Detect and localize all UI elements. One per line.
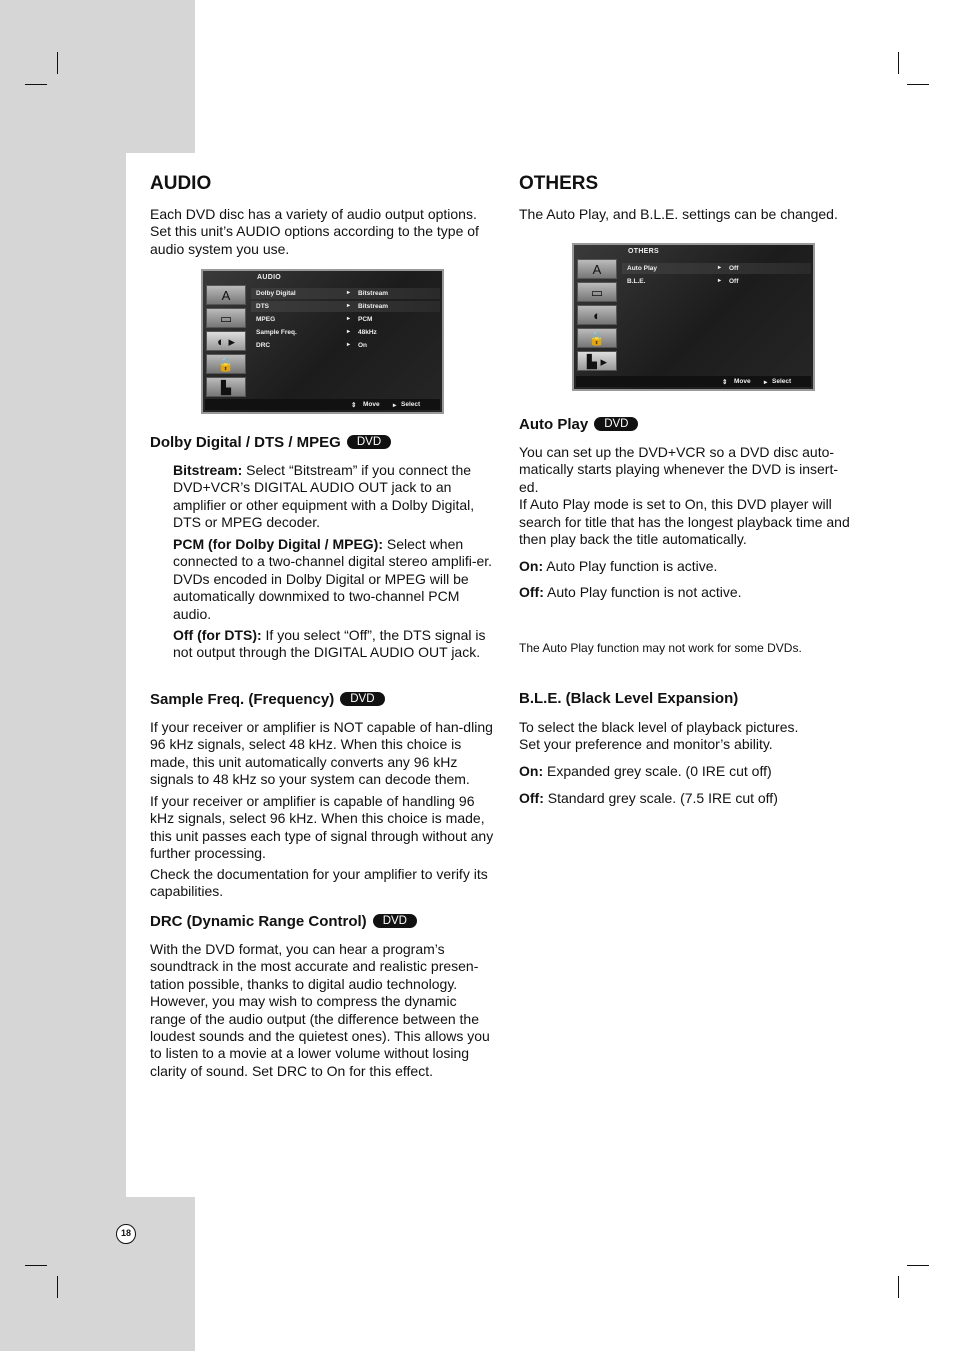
auto-play-note: The Auto Play function may not work for some DVDs. — [519, 641, 802, 655]
ble-off: Off: Standard grey scale. (7.5 IRE cut off) — [519, 790, 778, 806]
osd-tab-lock-icon: 🔒 — [577, 328, 617, 348]
osd-tab-audio-icon: ◐ ▸ — [206, 331, 246, 351]
osd-row: Auto Play ▸ Off — [622, 263, 811, 274]
auto-play-heading: Auto Play DVD — [519, 416, 638, 433]
osd-tab-audio-icon: ◐ — [577, 305, 617, 325]
osd-tab-display-icon: ▭ — [206, 308, 246, 328]
margin-panel-top — [0, 0, 195, 153]
crop-mark — [907, 84, 929, 85]
audio-osd-screenshot — [201, 269, 444, 414]
ble-heading: B.L.E. (Black Level Expansion) — [519, 690, 739, 707]
auto-play-off: Off: Auto Play function is not active. — [519, 584, 742, 600]
off-dts-desc: Off (for DTS): If you select “Off”, the DTS signal is not output through the DIGITAL AUDIO OUT jack. — [173, 627, 486, 661]
sample-freq-p3: Check the documentation for your amplifier to verify its capabilities. — [150, 866, 488, 900]
crop-mark — [898, 52, 899, 74]
crop-mark — [57, 52, 58, 74]
crop-mark — [907, 1265, 929, 1266]
crop-mark — [25, 84, 47, 85]
auto-play-on: On: Auto Play function is active. — [519, 558, 718, 574]
others-intro: The Auto Play, and B.L.E. settings can be changed. — [519, 206, 838, 222]
others-heading: OTHERS — [519, 173, 599, 194]
osd-tab-display-icon: ▭ — [577, 282, 617, 302]
osd-tab-language-icon: A — [577, 259, 617, 279]
dvd-badge: DVD — [373, 914, 417, 928]
drc-heading: DRC (Dynamic Range Control) DVD — [150, 913, 417, 930]
osd-row: MPEG ▸ PCM — [256, 316, 373, 323]
osd-title: OTHERS — [628, 248, 659, 255]
crop-mark — [898, 1276, 899, 1298]
audio-intro: Each DVD disc has a variety of audio output options. Set this unit’s AUDIO options according to the type of audio system you use. — [150, 206, 479, 257]
sample-freq-p1: If your receiver or amplifier is NOT capable of han-dling 96 kHz signals, select 48 kHz. When this choice is made, this unit automatically converts any 96 kHz signals to 48 kHz so your system can decode them. — [150, 719, 493, 788]
osd-row: DRC ▸ On — [256, 342, 368, 349]
osd-help-bar: ⇕ Move ▸ Select — [576, 376, 811, 387]
sample-freq-heading: Sample Freq. (Frequency) DVD — [150, 691, 385, 708]
dvd-badge: DVD — [594, 417, 638, 431]
dolby-heading: Dolby Digital / DTS / MPEG DVD — [150, 434, 391, 451]
margin-panel-left — [0, 153, 126, 1197]
osd-tab-others-icon: ▙ — [206, 377, 246, 397]
osd-tab-lock-icon: 🔒 — [206, 354, 246, 374]
crop-mark — [25, 1265, 47, 1266]
bitstream-desc: Bitstream: Select “Bitstream” if you connect the DVD+VCR’s DIGITAL AUDIO OUT jack to an amplifier or other equipment with a Dolby Digital, DTS or MPEG decoder. — [173, 462, 475, 531]
audio-heading: AUDIO — [150, 173, 212, 194]
crop-mark — [57, 1276, 58, 1298]
osd-row: B.L.E. ▸ Off — [627, 278, 739, 285]
others-osd-screenshot — [572, 243, 815, 391]
osd-help-bar: ⇕ Move ▸ Select — [205, 399, 440, 410]
osd-tab-language-icon: A — [206, 285, 246, 305]
osd-row: Sample Freq. ▸ 48kHz — [256, 329, 377, 336]
osd-row: Dolby Digital ▸ Bitstream — [251, 288, 440, 299]
ble-paragraph: To select the black level of playback pictures. Set your preference and monitor’s ability. — [519, 719, 799, 753]
auto-play-paragraph: You can set up the DVD+VCR so a DVD disc auto-matically starts playing whenever the DVD is insert-ed. If Auto Play mode is set to On, this DVD player will search for title that has the longest playback time and then play back the title automatically. — [519, 444, 850, 548]
page-number: 18 — [116, 1224, 136, 1244]
osd-row: DTS ▸ Bitstream — [251, 301, 440, 312]
sample-freq-p2: If your receiver or amplifier is capable of handling 96 kHz signals, select 96 kHz. When this choice is made, this unit passes each type of signal through without any further processing. — [150, 793, 494, 862]
osd-tab-others-icon: ▙ ▸ — [577, 351, 617, 371]
pcm-desc: PCM (for Dolby Digital / MPEG): Select when connected to a two-channel digital stereo amplifi-er. DVDs encoded in Dolby Digital or MPEG will be automatically downmixed to two-channel PCM audio. — [173, 536, 493, 622]
drc-paragraph: With the DVD format, you can hear a program’s soundtrack in the most accurate and realistic presen-tation possible, thanks to digital audio technology. However, you may wish to compress the dynamic range of the audio output (the difference between the loudest sounds and the quietest ones). This allows you to listen to a movie at a lower volume without losing clarity of sound. Set DRC to On for this effect. — [150, 941, 490, 1079]
dvd-badge: DVD — [347, 435, 391, 449]
ble-on: On: Expanded grey scale. (0 IRE cut off) — [519, 763, 772, 779]
osd-title: AUDIO — [257, 274, 282, 281]
dvd-badge: DVD — [340, 692, 384, 706]
margin-panel-bottom — [0, 1197, 195, 1351]
